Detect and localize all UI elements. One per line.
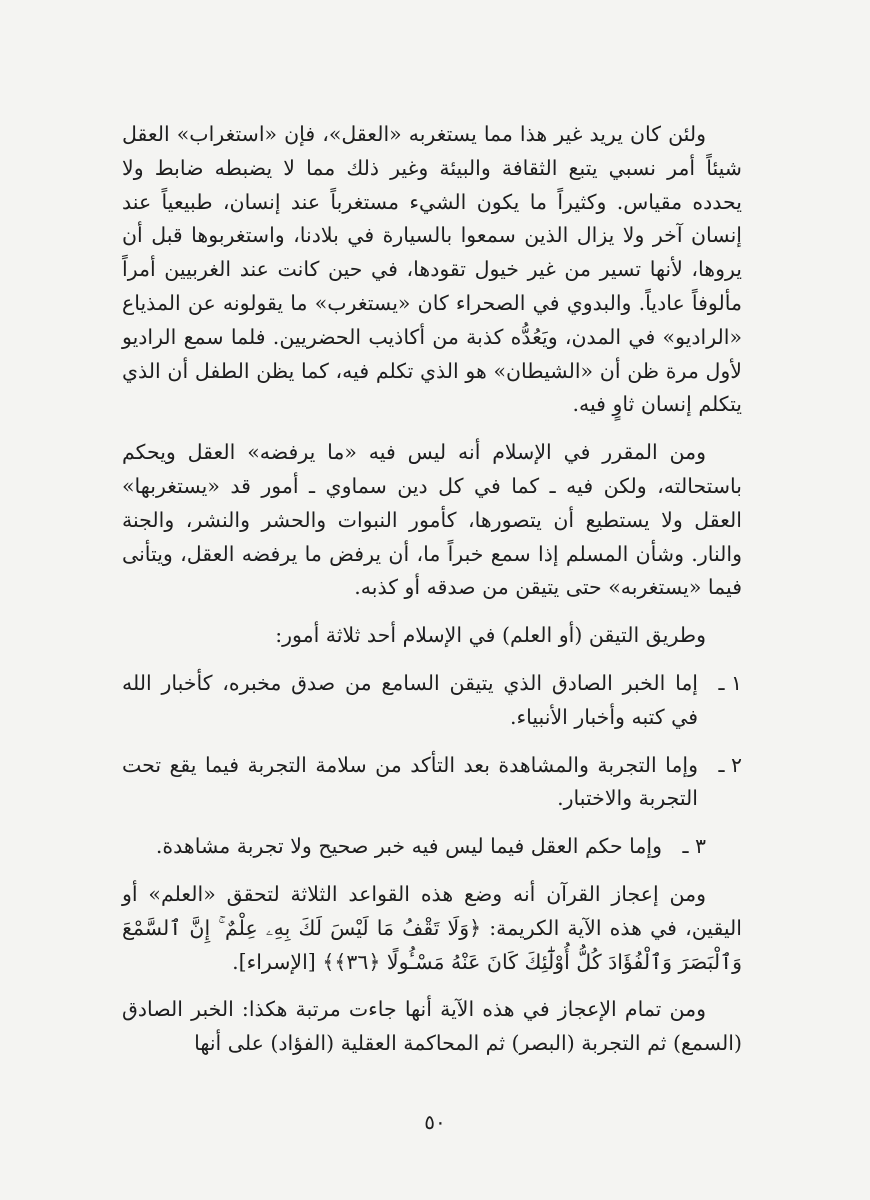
paragraph-strangeness: ولئن كان يريد غير هذا مما يستغربه «العقل»، فإن «استغراب» العقل شيئاً أمر نسبي يتبع الثقافة والبيئة وغير ذلك مما لا يضبطه ضابط ولا يحدده مقياس. وكثيراً ما يكون الشيء مستغرباً عند إنسان، طبيعياً عند إنسان آخر ولا يزال الذين سمعوا بالسيارة في بلادنا، واستغربوها قبل أن يروها، لأنها تسير من غير خيول تقودها، في حين كانت عند الغربيين أمراً مألوفاً عادياً. والبدوي في الصحراء كان «يستغرب» ما يقولونه عن المذياع «الراديو» في المدن، ويَعُدُّه كذبة من أكاذيب الحضريين. فلما سمع الراديو لأول مرة ظن أن «الشيطان» هو الذي تكلم فيه، كما يظن الطفل أن الذي يتكلم إنسان ثاوٍ فيه. xyxy=(122,122,742,417)
list-item xyxy=(122,830,742,864)
list-item-text: إما الخبر الصادق الذي يتيقن السامع من صدق مخبره، كأخبار الله في كتبه وأخبار الأنبياء. xyxy=(122,670,698,729)
list-item-number: ٣ ـ xyxy=(682,834,706,859)
paragraph-miracle-order: ومن تمام الإعجاز في هذه الآية أنها جاءت مرتبة هكذا: الخبر الصادق (السمع) ثم التجربة (البصر) ثم المحاكمة العقلية (الفؤاد) على أنها xyxy=(122,997,742,1056)
page-number: ٥٠ xyxy=(424,1110,446,1134)
paragraph-certainty-ways: وطريق التيقن (أو العلم) في الإسلام أحد ثلاثة أمور: xyxy=(275,623,706,648)
paragraph-quran-verse: ومن إعجاز القرآن أنه وضع هذه القواعد الثلاثة لتحقق «العلم» أو اليقين، في هذه الآية الكريمة: ﴿وَلَا تَقْفُ مَا لَيْسَ لَكَ بِهِۦ عِلْمٌ ۚ إِنَّ ٱلسَّمْعَ وَٱلْبَصَرَ وَٱلْفُؤَادَ كُلُّ أُوْلَٰٓئِكَ كَانَ عَنْهُ مَسْـُٔولًا ﴿٣٦﴾﴾ [الإسراء]. xyxy=(122,881,742,974)
paragraph-islam-reason: ومن المقرر في الإسلام أنه ليس فيه «ما يرفضه» العقل ويحكم باستحالته، ولكن فيه ـ كما في كل دين سماوي ـ أمور قد «يستغربها» العقل ولا يستطيع أن يتصورها، كأمور النبوات والحشر والنشر، والجنة والنار. وشأن المسلم إذا سمع خبراً ما، أن يرفض ما يرفضه العقل، ويتأنى فيما «يستغربه» حتى يتيقن من صدقه أو كذبه. xyxy=(122,440,742,600)
list-item-number: ٢ ـ xyxy=(718,752,742,777)
list-item xyxy=(122,749,742,817)
list-item xyxy=(122,667,742,735)
page-body xyxy=(122,118,742,1075)
list-item-number: ١ ـ xyxy=(718,670,742,695)
list-item-text: وإما حكم العقل فيما ليس فيه خبر صحيح ولا تجربة مشاهدة. xyxy=(155,834,662,859)
list-item-text: وإما التجربة والمشاهدة بعد التأكد من سلامة التجربة فيما يقع تحت التجربة والاختبار. xyxy=(122,752,698,811)
